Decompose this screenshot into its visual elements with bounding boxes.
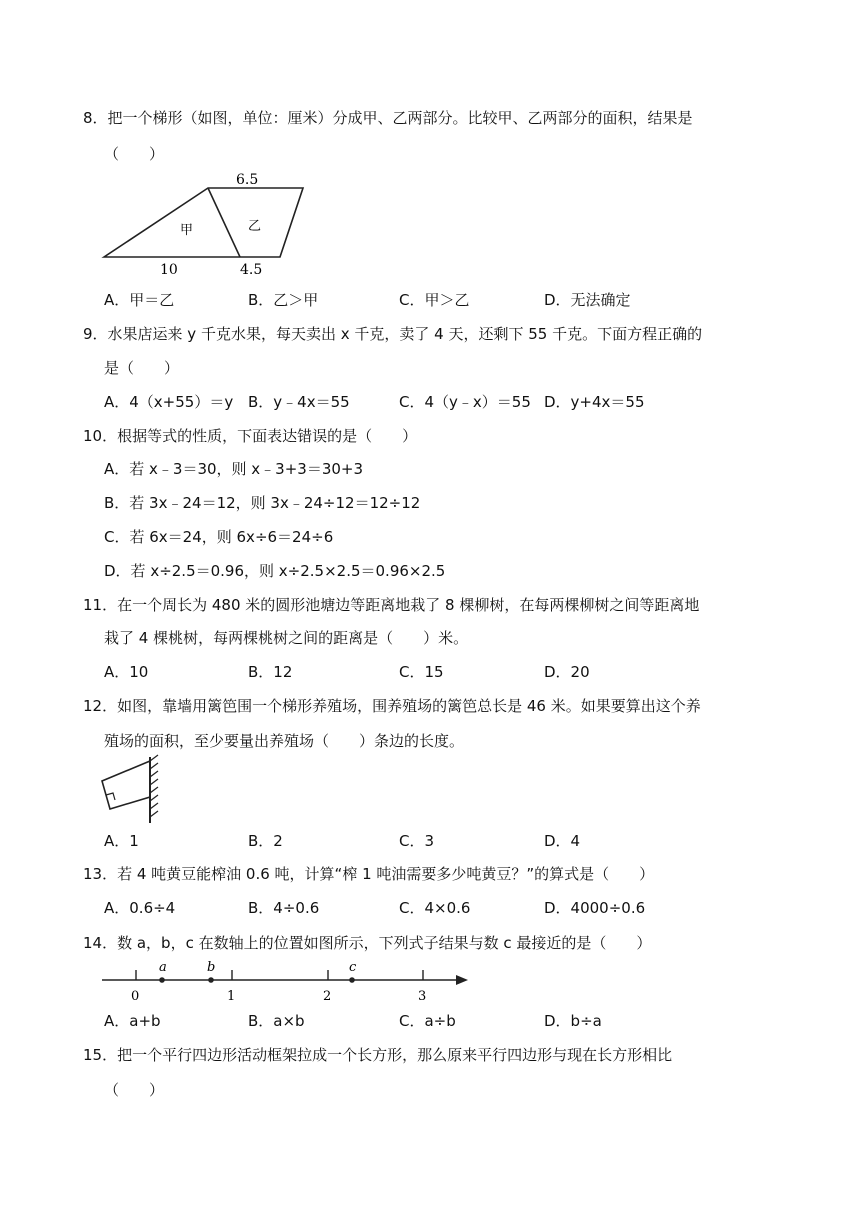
question-13-line-1: 13．若 4 吨黄豆能榨油 0.6 吨，计算“榨 1 吨油需要多少吨黄豆？”的算式是（ ） — [83, 865, 655, 883]
label-bottom-10: 10 — [160, 262, 178, 278]
label-top-6-5: 6.5 — [236, 172, 259, 188]
option-a[interactable]: A．a+b — [104, 1012, 161, 1030]
question-8-line-1: 8．把一个梯形（如图，单位：厘米）分成甲、乙两部分。比较甲、乙两部分的面积，结果是 — [83, 109, 693, 127]
option-c[interactable]: C．4（y﹣x）＝55 — [399, 393, 531, 411]
option-b[interactable]: B．12 — [248, 663, 293, 681]
question-11-line-1: 11．在一个周长为 480 米的圆形池塘边等距离地栽了 8 棵柳树，在每两棵柳树之间等距离地 — [83, 596, 700, 614]
tick-label-2: 2 — [323, 989, 332, 1004]
point-a — [159, 977, 165, 983]
option-c[interactable]: C．a÷b — [399, 1012, 456, 1030]
option-b[interactable]: B．a×b — [248, 1012, 305, 1030]
trapezoid-enclosure — [102, 761, 150, 809]
wall-trapezoid-figure — [98, 755, 168, 825]
tick-label-3: 3 — [418, 989, 427, 1004]
question-10-option-d[interactable]: D．若 x÷2.5＝0.96，则 x÷2.5×2.5＝0.96×2.5 — [104, 562, 446, 580]
number-line-ticks — [136, 970, 423, 980]
question-14-line-1: 14．数 a，b，c 在数轴上的位置如图所示，下列式子结果与数 c 最接近的是（ ） — [83, 934, 652, 952]
option-c[interactable]: C．甲＞乙 — [399, 291, 470, 309]
tick-label-0: 0 — [131, 989, 140, 1004]
option-d[interactable]: D．4 — [544, 832, 581, 850]
question-10-option-c[interactable]: C．若 6x＝24，则 6x÷6＝24÷6 — [104, 528, 334, 546]
point-b — [208, 977, 214, 983]
label-bottom-4-5: 4.5 — [240, 262, 263, 278]
option-d[interactable]: D．4000÷0.6 — [544, 899, 646, 917]
option-c[interactable]: C．4×0.6 — [399, 899, 471, 917]
option-d[interactable]: D．y+4x＝55 — [544, 393, 645, 411]
point-c — [349, 977, 355, 983]
trapezoid-divider — [208, 188, 240, 257]
tick-label-1: 1 — [227, 989, 236, 1004]
option-a[interactable]: A．甲＝乙 — [104, 291, 175, 309]
option-d[interactable]: D．无法确定 — [544, 291, 631, 309]
question-9-line-1: 9．水果店运来 y 千克水果，每天卖出 x 千克，卖了 4 天，还剩下 55 千克。下面方程正确的 — [83, 325, 703, 343]
question-15-line-1: 15．把一个平行四边形活动框架拉成一个长方形，那么原来平行四边形与现在长方形相比 — [83, 1046, 673, 1064]
option-c[interactable]: C．15 — [399, 663, 444, 681]
option-b[interactable]: B．4÷0.6 — [248, 899, 320, 917]
question-9-line-2: 是（ ） — [104, 359, 180, 377]
question-8-line-2: （ ） — [104, 145, 165, 163]
question-15-line-2: （ ） — [104, 1081, 165, 1099]
arrow-head-icon — [456, 975, 468, 985]
wall-hatching — [150, 755, 158, 817]
option-b[interactable]: B．y﹣4x＝55 — [248, 393, 350, 411]
question-12-line-2: 殖场的面积，至少要量出养殖场（ ）条边的长度。 — [104, 732, 465, 750]
point-label-b: b — [207, 960, 216, 975]
point-label-a: a — [159, 960, 167, 975]
question-11-line-2: 栽了 4 棵桃树，每两棵桃树之间的距离是（ ）米。 — [104, 629, 469, 647]
number-line-figure — [98, 958, 478, 1004]
question-10-option-a[interactable]: A．若 x﹣3＝30，则 x﹣3+3＝30+3 — [104, 460, 364, 478]
region-jia-label: 甲 — [180, 223, 194, 238]
question-12-line-1: 12．如图，靠墙用篱笆围一个梯形养殖场，围养殖场的篱笆总长是 46 米。如果要算出这个养 — [83, 697, 701, 715]
point-label-c: c — [349, 960, 357, 975]
region-yi-label: 乙 — [248, 219, 262, 234]
question-10-option-b[interactable]: B．若 3x﹣24＝12，则 3x﹣24÷12＝12÷12 — [104, 494, 421, 512]
option-a[interactable]: A．0.6÷4 — [104, 899, 176, 917]
option-a[interactable]: A．10 — [104, 663, 149, 681]
option-d[interactable]: D．b÷a — [544, 1012, 602, 1030]
question-10-line-1: 10．根据等式的性质，下面表达错误的是（ ） — [83, 427, 418, 445]
option-c[interactable]: C．3 — [399, 832, 435, 850]
trapezoid-outline — [104, 188, 303, 257]
option-b[interactable]: B．乙＞甲 — [248, 291, 319, 309]
trapezoid-figure — [98, 172, 318, 282]
option-a[interactable]: A．1 — [104, 832, 139, 850]
option-d[interactable]: D．20 — [544, 663, 590, 681]
option-a[interactable]: A．4（x+55）＝y — [104, 393, 234, 411]
option-b[interactable]: B．2 — [248, 832, 283, 850]
